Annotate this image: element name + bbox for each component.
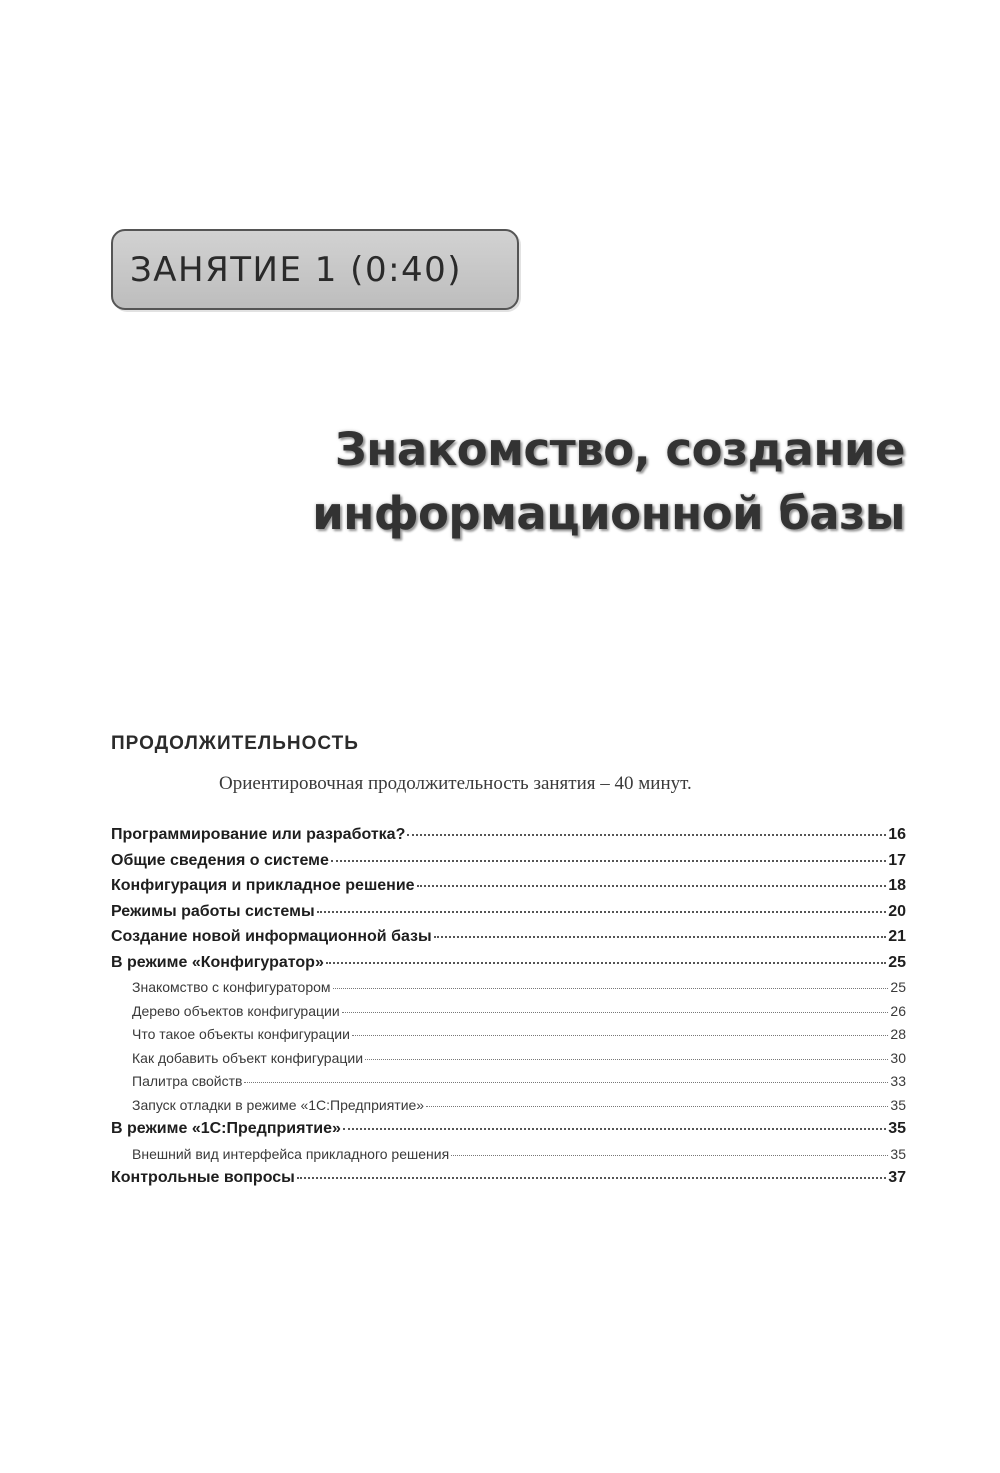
toc-entry-title: Как добавить объект конфигурации [132,1049,364,1066]
toc-leader-dots [333,988,889,989]
toc-entry-page: 26 [890,1002,906,1019]
toc-entry-title: Дерево объектов конфигурации [132,1002,340,1019]
toc-leader-dots [426,1106,888,1107]
toc-entry-page: 33 [890,1073,906,1089]
toc-entry-page: 35 [890,1145,906,1162]
toc-entry-title: В режиме «1С:Предприятие» [111,1120,341,1137]
toc-entry-title: Что такое объекты конфигурации [132,1026,350,1042]
chapter-title-line2: информационной базы [312,487,905,540]
toc-entry-page: 16 [888,826,906,843]
toc-entry-page: 30 [890,1049,906,1066]
toc-subentry[interactable] [111,1026,906,1050]
toc-entry-title: Создание новой информационной базы [111,928,432,945]
toc-entry-page: 21 [888,928,906,945]
toc-leader-dots [451,1155,888,1156]
lesson-label: ЗАНЯТИЕ 1 (0:40) [130,249,463,290]
toc-entry-title: Программирование или разработка? [111,826,406,843]
toc-leader-dots [331,860,886,862]
toc-entry-page: 25 [888,953,906,971]
toc-subentry[interactable] [111,1146,906,1170]
toc-entry-page: 37 [888,1169,906,1186]
toc-leader-dots [326,962,886,964]
toc-entry-page: 25 [890,979,906,995]
toc-entry[interactable] [111,852,906,878]
toc-entry[interactable] [111,954,906,980]
toc-leader-dots [317,911,887,913]
toc-entry-title: Внешний вид интерфейса прикладного решения [132,1145,450,1162]
toc-entry[interactable] [111,1169,906,1195]
toc-subentry[interactable] [111,1097,906,1121]
duration-heading: ПРОДОЛЖИТЕЛЬНОСТЬ [111,733,359,754]
toc-entry[interactable] [111,877,906,903]
toc-entry-title: Конфигурация и прикладное решение [111,877,415,894]
toc-entry-page: 35 [890,1096,906,1113]
duration-text: Ориентировочная продолжительность занятия – 40 минут. [219,773,692,794]
toc-leader-dots [417,885,887,887]
toc-subentry[interactable] [111,979,906,1003]
toc-entry-page: 35 [888,1120,906,1137]
toc-entry-title: Контрольные вопросы [111,1169,295,1186]
toc-subentry[interactable] [111,1003,906,1027]
toc-entry-title: Режимы работы системы [111,902,315,920]
toc-entry[interactable] [111,903,906,929]
toc-entry-title: В режиме «Конфигуратор» [111,953,324,971]
toc-leader-dots [434,936,887,938]
table-of-contents [111,826,906,1195]
toc-leader-dots [297,1177,886,1179]
toc-subentry[interactable] [111,1050,906,1074]
toc-entry-title: Общие сведения о системе [111,851,329,869]
toc-entry-title: Палитра свойств [132,1073,243,1089]
toc-leader-dots [342,1012,889,1013]
toc-subentry[interactable] [111,1073,906,1097]
toc-entry[interactable] [111,826,906,852]
toc-leader-dots [244,1082,888,1083]
toc-entry-title: Знакомство с конфигуратором [132,979,331,995]
toc-leader-dots [352,1035,889,1036]
toc-leader-dots [343,1128,886,1130]
toc-entry-page: 18 [888,877,906,894]
toc-leader-dots [407,834,886,836]
toc-leader-dots [365,1059,888,1060]
toc-entry[interactable] [111,1120,906,1146]
toc-entry-page: 28 [890,1026,906,1042]
toc-entry-page: 17 [888,851,906,869]
toc-entry[interactable] [111,928,906,954]
toc-entry-title: Запуск отладки в режиме «1С:Предприятие» [132,1096,425,1113]
chapter-title [145,418,905,546]
toc-entry-page: 20 [888,902,906,920]
lesson-badge [111,229,519,310]
chapter-title-line1: Знакомство, создание [334,423,905,476]
